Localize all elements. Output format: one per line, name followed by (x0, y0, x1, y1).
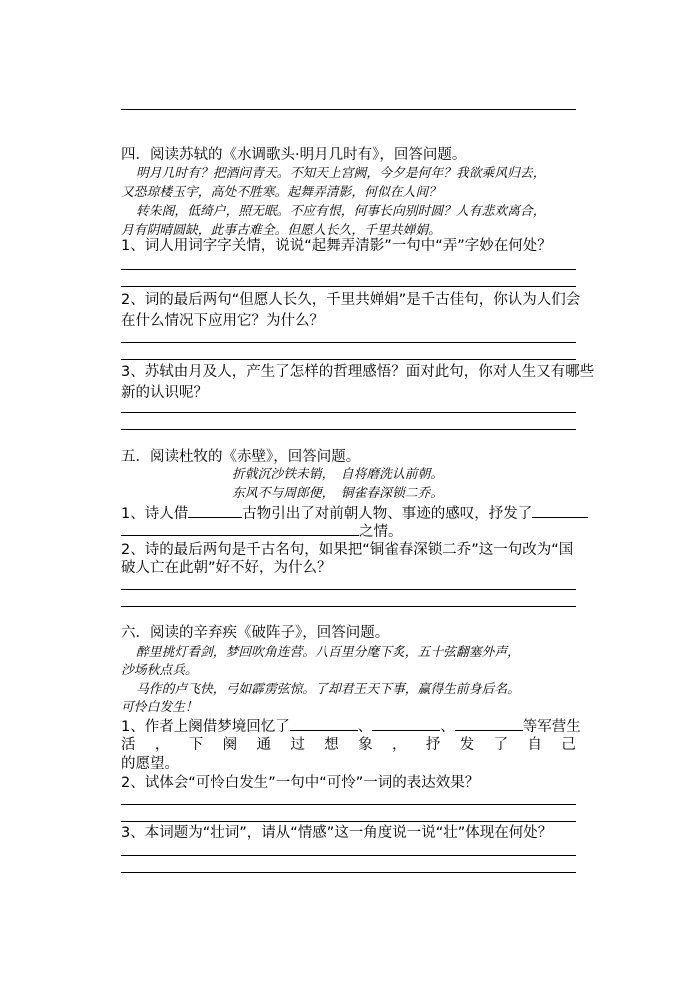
question-text: 1、作者上阕借梦境回忆了 (121, 719, 290, 735)
question-char: 发 (459, 737, 475, 753)
poem-line: 折戟沉沙铁未销， 自将磨洗认前朝。 (232, 467, 444, 482)
section-5-title: 五．阅读杜牧的《赤壁》，回答问题。 (121, 449, 361, 465)
answer-line (121, 412, 576, 413)
blank-field[interactable] (532, 502, 588, 518)
section-4-title: 四．阅读苏轼的《水调歌头·明月几时有》，回答问题。 (121, 147, 467, 163)
blank-field[interactable] (188, 502, 242, 518)
question-char: 通 (256, 737, 271, 753)
poem-line: 明月几时有？把酒问青天。不知天上宫阙，今夕是何年？我欲乘风归去， (136, 166, 546, 181)
answer-line (121, 359, 576, 360)
poem-line: 月有阴晴圆缺，此事古难全。但愿人长久，千里共婵娟。 (121, 223, 441, 238)
question-text: 1、诗人借 (121, 506, 189, 522)
answer-line (121, 109, 576, 110)
poem-line: 可怜白发生！ (121, 700, 198, 715)
question-6-1-line2 (121, 735, 576, 755)
poem-line: 东风不与周郎便， 铜雀春深锁二乔。 (232, 486, 444, 501)
question-char: 了 (493, 737, 509, 753)
answer-line (121, 589, 576, 590)
question-4-1: 1、词人用词字字关情，说说“起舞弄清影”一句中“弄”字妙在何处？ (121, 238, 552, 254)
section-6-title: 六．阅读的辛弃疾《破阵子》，回答问题。 (121, 625, 390, 641)
question-text: 之情。 (359, 524, 403, 540)
poem-line: 醉里挑灯看剑，梦回吹角连营。八百里分麾下炙，五十弦翻塞外声， (136, 645, 520, 660)
question-6-3: 3、本词题为“壮词”，请从“情感”这一角度说一说“壮”体现在何处？ (121, 825, 553, 841)
question-text: 等军营生 (522, 719, 581, 735)
question-char: 过 (290, 737, 305, 753)
question-5-2-line2: 破人亡在此朝”好不好，为什么？ (121, 560, 332, 576)
answer-line (121, 872, 576, 873)
question-5-1-line2 (121, 520, 403, 542)
question-char: 抒 (425, 737, 441, 753)
question-4-3-line2: 新的认识呢？ (121, 385, 208, 401)
question-char: ， (392, 737, 407, 753)
question-4-2-line2: 在什么情况下应用它？为什么？ (121, 313, 324, 329)
question-text: 、 (357, 719, 373, 735)
question-char: 想 (324, 737, 339, 753)
blank-field[interactable] (372, 715, 440, 731)
question-6-1-line3: 的愿望。 (121, 756, 179, 772)
blank-field[interactable] (121, 520, 359, 536)
question-6-2: 2、试体会“可怜白发生”一句中“可怜”一词的表达效果？ (121, 775, 480, 791)
question-char: ， (154, 737, 170, 753)
poem-line: 马作的卢飞快，弓如霹雳弦惊。了却君王天下事，赢得生前身后名。 (136, 682, 520, 697)
answer-line (121, 429, 576, 430)
answer-line (121, 821, 576, 822)
poem-line: 沙场秋点兵。 (121, 663, 198, 678)
blank-field[interactable] (455, 715, 523, 731)
question-5-2-line1: 2、诗的最后两句是千古名句，如果把“铜雀春深锁二乔”这一句改为“国 (121, 542, 574, 558)
question-char: 阕 (222, 737, 238, 753)
answer-line (121, 606, 576, 607)
answer-line (121, 269, 576, 270)
question-4-2-line1: 2、词的最后两句“但愿人长久，千里共婵娟”是千古佳句，你认为人们会 (121, 292, 581, 308)
question-char: 活 (121, 737, 136, 753)
answer-line (121, 855, 576, 856)
question-char: 己 (561, 737, 576, 753)
question-char: 象 (358, 737, 373, 753)
question-4-3-line1: 3、苏轼由月及人，产生了怎样的哲理感悟？面对此句，你对人生又有哪些 (121, 364, 595, 380)
blank-field[interactable] (290, 715, 358, 731)
question-text: 、 (440, 719, 455, 735)
poem-line: 转朱阁，低绮户，照无眠。不应有恨，何事长向别时圆？人有悲欢离合， (136, 204, 546, 219)
answer-line (121, 286, 576, 287)
question-char: 下 (188, 737, 204, 753)
answer-line (121, 342, 576, 343)
poem-line: 又恐琼楼玉宇，高处不胜寒。起舞弄清影，何似在人间？ (121, 185, 441, 200)
question-char: 自 (527, 737, 542, 753)
answer-line (121, 804, 576, 805)
question-text: 古物引出了对前朝人物、事迹的感叹，抒发了 (242, 506, 533, 522)
question-6-1-line1 (121, 715, 581, 737)
